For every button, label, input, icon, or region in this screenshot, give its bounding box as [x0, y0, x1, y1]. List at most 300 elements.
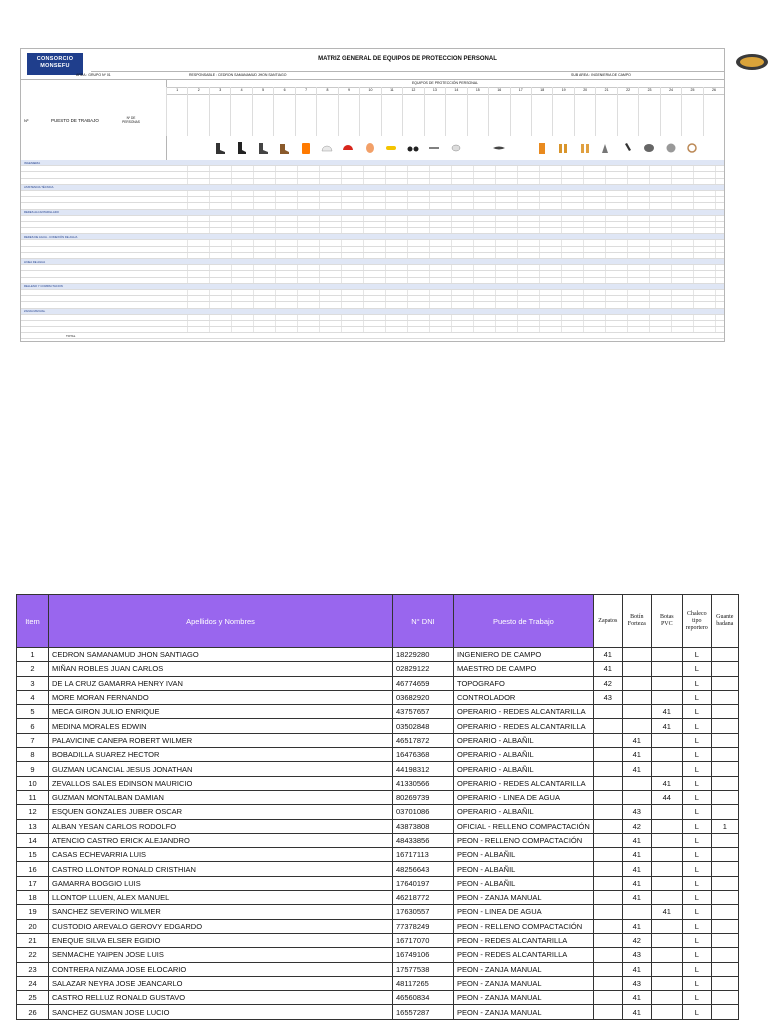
dni-cell: 46774659 [393, 676, 454, 690]
botin-cell: 41 [622, 891, 651, 905]
job-cell: MAESTRO DE CAMPO [454, 662, 594, 676]
matrix-title-row [91, 49, 724, 72]
item-cell: 13 [17, 819, 49, 833]
botas-cell: 41 [651, 705, 682, 719]
botas-cell [651, 862, 682, 876]
name-cell: MORE MORAN FERNANDO [49, 690, 393, 704]
column-number: 10 [359, 87, 380, 94]
botas-cell [651, 876, 682, 890]
job-cell: OPERARIO - ALBAÑIL [454, 762, 594, 776]
matrix-row-cells [166, 321, 724, 326]
dni-cell: 16557287 [393, 1005, 454, 1019]
table-row [17, 1005, 739, 1019]
dni-cell: 77378249 [393, 919, 454, 933]
red-helmet-icon [338, 136, 359, 160]
chaleco-cell: L [682, 805, 711, 819]
gloves-icon [552, 136, 573, 160]
name-cell: SANCHEZ SEVERINO WILMER [49, 905, 393, 919]
job-cell: OPERARIO - ALBAÑIL [454, 748, 594, 762]
dni-cell: 43757657 [393, 705, 454, 719]
column-name-cell [273, 94, 294, 136]
item-cell: 12 [17, 805, 49, 819]
chaleco-cell: L [682, 648, 711, 662]
column-number: 20 [574, 87, 595, 94]
boot-icon [230, 136, 251, 160]
column-number: 19 [552, 87, 573, 94]
zapatos-cell: 41 [593, 662, 622, 676]
item-cell: 16 [17, 862, 49, 876]
harness-icon [681, 136, 702, 160]
botas-cell [651, 919, 682, 933]
dni-cell: 41330566 [393, 776, 454, 790]
guante-cell [711, 733, 738, 747]
item-cell: 24 [17, 976, 49, 990]
zapatos-cell [593, 833, 622, 847]
matrix-row-cells [166, 203, 724, 208]
item-cell: 23 [17, 962, 49, 976]
job-cell: PEON - RELLENO COMPACTACIÓN [454, 919, 594, 933]
table-row [17, 705, 739, 719]
chaleco-cell: L [682, 833, 711, 847]
respirator-icon [638, 136, 659, 160]
zapatos-cell: 42 [593, 676, 622, 690]
job-cell: PEON - ALBAÑIL [454, 862, 594, 876]
visor-icon [488, 136, 509, 160]
section-label: INGENIERIA [24, 160, 41, 165]
column-number: 16 [488, 87, 509, 94]
dni-cell: 46517872 [393, 733, 454, 747]
blank-icon-cell [166, 136, 187, 160]
item-cell: 22 [17, 948, 49, 962]
zapatos-cell [593, 933, 622, 947]
item-cell: 7 [17, 733, 49, 747]
column-name-cell [510, 94, 531, 136]
botas-cell [651, 662, 682, 676]
dni-header: N° DNI [393, 595, 454, 648]
botin-cell: 41 [622, 991, 651, 1005]
guante-cell [711, 805, 738, 819]
column-number: 14 [445, 87, 466, 94]
name-cell: SENMACHE YAIPEN JOSE LUIS [49, 948, 393, 962]
botas-cell [651, 991, 682, 1005]
zapatos-cell [593, 805, 622, 819]
botin-cell [622, 648, 651, 662]
table-row [17, 919, 739, 933]
dni-cell: 48433856 [393, 833, 454, 847]
column-number: 8 [316, 87, 337, 94]
apron-icon [531, 136, 552, 160]
name-cell: MEDINA MORALES EDWIN [49, 719, 393, 733]
name-cell: ENEQUE SILVA ELSER EGIDIO [49, 933, 393, 947]
guante-cell [711, 833, 738, 847]
job-cell: PEON - ZANJA MANUAL [454, 991, 594, 1005]
zapatos-cell [593, 819, 622, 833]
guante-cell: 1 [711, 819, 738, 833]
matrix-row-cells [166, 290, 724, 295]
zapatos-cell [593, 848, 622, 862]
matrix-total-row [21, 333, 724, 339]
matrix-row-cells [166, 197, 724, 202]
name-cell: CASTRO LLONTOP RONALD CRISTHIAN [49, 862, 393, 876]
name-cell: SALAZAR NEYRA JOSE JEANCARLO [49, 976, 393, 990]
column-name-cell [681, 94, 702, 136]
botin-cell: 41 [622, 762, 651, 776]
job-cell: PEON - LINEA DE AGUA [454, 905, 594, 919]
sub-area-label: SUB AREA : INGENIERIA DE CAMPO [571, 73, 631, 77]
botin-cell [622, 905, 651, 919]
job-cell: INGENIERO DE CAMPO [454, 648, 594, 662]
column-name-cell [230, 94, 251, 136]
table-row [17, 719, 739, 733]
zapatos-cell [593, 905, 622, 919]
glove-black-icon [617, 136, 638, 160]
matrix-row-cells [166, 179, 724, 184]
matrix-row-cells [166, 296, 724, 301]
botas-cell: 41 [651, 719, 682, 733]
column-number: 9 [338, 87, 359, 94]
name-cell: MECA GIRON JULIO ENRIQUE [49, 705, 393, 719]
column-number: 4 [230, 87, 251, 94]
zapatos-cell [593, 991, 622, 1005]
job-cell: OPERARIO - REDES ALCANTARILLA [454, 719, 594, 733]
botin-cell [622, 776, 651, 790]
column-number: 23 [638, 87, 659, 94]
job-cell: PEON - ZANJA MANUAL [454, 1005, 594, 1019]
item-cell: 19 [17, 905, 49, 919]
column-number: 24 [660, 87, 681, 94]
column-name-cell [531, 94, 552, 136]
name-cell: CASAS ECHEVARRIA LUIS [49, 848, 393, 862]
botin-cell [622, 662, 651, 676]
name-cell: CEDRON SAMANAMUD JHON SANTIAGO [49, 648, 393, 662]
table-row [17, 748, 739, 762]
chaleco-cell: L [682, 748, 711, 762]
dni-cell: 18229280 [393, 648, 454, 662]
dni-cell: 48256643 [393, 862, 454, 876]
column-name-cell [381, 94, 402, 136]
responsable-label: RESPONSABLE : CEDRON SAMANAMUD JHON SANTIAGO [189, 73, 287, 77]
column-number: 6 [273, 87, 294, 94]
guante-header: Guante badana [711, 595, 738, 648]
name-cell: GUZMAN UCANCIAL JESUS JONATHAN [49, 762, 393, 776]
item-cell: 2 [17, 662, 49, 676]
item-cell: 9 [17, 762, 49, 776]
guante-cell [711, 991, 738, 1005]
dni-cell: 17640197 [393, 876, 454, 890]
guante-cell [711, 1005, 738, 1019]
column-number: 21 [595, 87, 616, 94]
dni-cell: 46560834 [393, 991, 454, 1005]
name-cell: GAMARRA BOGGIO LUIS [49, 876, 393, 890]
botas-cell [651, 891, 682, 905]
zapatos-cell [593, 762, 622, 776]
name-cell: ALBAN YESAN CARLOS RODOLFO [49, 819, 393, 833]
guante-cell [711, 648, 738, 662]
gloves-icon [574, 136, 595, 160]
column-number: 12 [402, 87, 423, 94]
item-cell: 21 [17, 933, 49, 947]
job-cell: PEON - ALBAÑIL [454, 848, 594, 862]
matrix-row-cells [166, 315, 724, 320]
name-cell: ZEVALLOS SALES EDINSON MAURICIO [49, 776, 393, 790]
column-number: 22 [617, 87, 638, 94]
section-label: LINEA DE AGUA [24, 259, 46, 264]
chaleco-cell: L [682, 776, 711, 790]
item-cell: 18 [17, 891, 49, 905]
botas-cell [651, 648, 682, 662]
item-cell: 3 [17, 676, 49, 690]
column-name-cell [595, 94, 616, 136]
column-name-cell [424, 94, 445, 136]
chaleco-cell: L [682, 790, 711, 804]
guante-cell [711, 705, 738, 719]
zapatos-cell [593, 976, 622, 990]
column-number: 25 [681, 87, 702, 94]
botin-cell: 43 [622, 805, 651, 819]
chaleco-cell: L [682, 848, 711, 862]
column-number: 15 [467, 87, 488, 94]
roster-header-row [17, 595, 739, 648]
job-cell: OPERARIO - REDES ALCANTARILLA [454, 776, 594, 790]
chaleco-cell: L [682, 676, 711, 690]
guante-cell [711, 876, 738, 890]
botas-cell [651, 762, 682, 776]
botin-cell: 41 [622, 919, 651, 933]
table-row [17, 862, 739, 876]
botin-cell: 41 [622, 876, 651, 890]
matrix-row-cells [166, 271, 724, 276]
botin-cell: 41 [622, 862, 651, 876]
table-row [17, 976, 739, 990]
blank-icon-cell [510, 136, 531, 160]
column-number: 2 [187, 87, 208, 94]
zapatos-cell [593, 790, 622, 804]
zapatos-cell [593, 705, 622, 719]
matrix-row-cells [166, 302, 724, 307]
table-row [17, 790, 739, 804]
chaleco-cell: L [682, 948, 711, 962]
guante-cell [711, 933, 738, 947]
job-cell: OPERARIO - LINEA DE AGUA [454, 790, 594, 804]
item-cell: 15 [17, 848, 49, 862]
chaleco-cell: L [682, 991, 711, 1005]
job-cell: PEON - REDES ALCANTARILLA [454, 933, 594, 947]
guante-cell [711, 748, 738, 762]
company-logo-right [732, 52, 768, 74]
chaleco-cell: L [682, 1005, 711, 1019]
zapatos-cell [593, 876, 622, 890]
botin-cell: 41 [622, 748, 651, 762]
column-name-cell [316, 94, 337, 136]
guante-cell [711, 690, 738, 704]
boot-icon [209, 136, 230, 160]
item-cell: 6 [17, 719, 49, 733]
gloves-icon [595, 136, 616, 160]
dni-cell: 17630557 [393, 905, 454, 919]
epp-icon-strip [166, 136, 724, 161]
column-name-cell [252, 94, 273, 136]
guante-cell [711, 948, 738, 962]
job-cell: OPERARIO - REDES ALCANTARILLA [454, 705, 594, 719]
column-name-cell [295, 94, 316, 136]
job-cell: PEON - ZANJA MANUAL [454, 962, 594, 976]
botas-cell [651, 819, 682, 833]
name-cell: LLONTOP LLUEN, ALEX MANUEL [49, 891, 393, 905]
zapatos-cell [593, 1005, 622, 1019]
column-number: 7 [295, 87, 316, 94]
botas-cell [651, 848, 682, 862]
name-header: Apellidos y Nombres [49, 595, 393, 648]
dni-cell: 16749106 [393, 948, 454, 962]
zapatos-cell [593, 719, 622, 733]
name-cell: CONTRERA NIZAMA JOSE ELOCARIO [49, 962, 393, 976]
guante-cell [711, 790, 738, 804]
personnel-roster-table [16, 594, 739, 1020]
guante-cell [711, 962, 738, 976]
matrix-info-row [21, 72, 724, 80]
chaleco-cell: L [682, 705, 711, 719]
matrix-row-cells [166, 247, 724, 252]
col-puesto-header: PUESTO DE TRABAJO [51, 118, 99, 123]
chaleco-cell: L [682, 933, 711, 947]
botas-cell [651, 948, 682, 962]
botin-cell: 42 [622, 933, 651, 947]
dni-cell: 17577538 [393, 962, 454, 976]
botin-cell: 41 [622, 962, 651, 976]
chaleco-cell: L [682, 976, 711, 990]
table-row [17, 948, 739, 962]
table-row [17, 648, 739, 662]
chaleco-cell: L [682, 876, 711, 890]
table-row [17, 676, 739, 690]
guante-cell [711, 762, 738, 776]
botin-cell [622, 705, 651, 719]
column-name-cell [402, 94, 423, 136]
dni-cell: 80269739 [393, 790, 454, 804]
table-row [17, 991, 739, 1005]
job-cell: OPERARIO - ALBAÑIL [454, 805, 594, 819]
name-cell: BOBADILLA SUAREZ HECTOR [49, 748, 393, 762]
column-name-cell [638, 94, 659, 136]
botas-cell [651, 933, 682, 947]
vest-icon [295, 136, 316, 160]
name-cell: MIÑAN ROBLES JUAN CARLOS [49, 662, 393, 676]
job-cell: OPERARIO - ALBAÑIL [454, 733, 594, 747]
table-row [17, 662, 739, 676]
dni-cell: 46218772 [393, 891, 454, 905]
section-label: REDES ALCANTARILLADO [24, 210, 59, 214]
dni-cell: 02829122 [393, 662, 454, 676]
name-cell: ATENCIO CASTRO ERICK ALEJANDRO [49, 833, 393, 847]
name-cell: PALAVICINE CANEPA ROBERT WILMER [49, 733, 393, 747]
name-cell: GUZMAN MONTALBAN DAMIAN [49, 790, 393, 804]
name-cell: CUSTODIO AREVALO GEROVY EDGARDO [49, 919, 393, 933]
name-cell: CASTRO RELLUZ RONALD GUSTAVO [49, 991, 393, 1005]
guante-cell [711, 776, 738, 790]
column-name-cell [552, 94, 573, 136]
chaleco-cell: L [682, 762, 711, 776]
job-cell: PEON - ZANJA MANUAL [454, 976, 594, 990]
table-row [17, 933, 739, 947]
item-cell: 20 [17, 919, 49, 933]
matrix-row-cells [166, 253, 724, 258]
boot-icon [252, 136, 273, 160]
blank-icon-cell [187, 136, 208, 160]
column-name-cell [488, 94, 509, 136]
botas-header: Botas PVC [651, 595, 682, 648]
dni-cell: 16717070 [393, 933, 454, 947]
section-label: RELLENO Y COMPACTACION [24, 284, 63, 289]
item-cell: 17 [17, 876, 49, 890]
column-name-cell [574, 94, 595, 136]
matrix-row-cells [166, 222, 724, 227]
dni-cell: 16717113 [393, 848, 454, 862]
matrix-row-cells [166, 172, 724, 177]
table-row [17, 962, 739, 976]
table-row [17, 819, 739, 833]
zapatos-cell: 41 [593, 648, 622, 662]
item-cell: 5 [17, 705, 49, 719]
col-personas-header: Nº DE PERSONAS [122, 116, 140, 124]
chaleco-cell: L [682, 962, 711, 976]
section-label: ASISTENCIA TÉCNICA [24, 185, 54, 190]
table-row [17, 690, 739, 704]
matrix-left-header [21, 80, 167, 161]
botas-cell: 41 [651, 776, 682, 790]
column-number: 5 [252, 87, 273, 94]
matrix-row-cells [166, 278, 724, 283]
chaleco-cell: L [682, 905, 711, 919]
item-cell: 4 [17, 690, 49, 704]
item-cell: 10 [17, 776, 49, 790]
matrix-rows [21, 160, 724, 339]
chaleco-cell: L [682, 662, 711, 676]
botin-cell [622, 790, 651, 804]
botin-cell: 42 [622, 819, 651, 833]
chaleco-cell: L [682, 733, 711, 747]
job-cell: OFICIAL - RELLENO COMPACTACIÓN [454, 819, 594, 833]
botin-header: Botín Forteza [622, 595, 651, 648]
zapatos-cell [593, 919, 622, 933]
table-row [17, 876, 739, 890]
matrix-row-cells [166, 228, 724, 233]
column-name-cell [703, 94, 724, 136]
zapatos-cell [593, 962, 622, 976]
boot-icon [273, 136, 294, 160]
chaleco-cell: L [682, 690, 711, 704]
glasses-icon [424, 136, 445, 160]
column-number: 18 [531, 87, 552, 94]
column-number: 17 [510, 87, 531, 94]
consorcio-logo: CONSORCIO MONSEFU [27, 53, 83, 75]
table-row [17, 776, 739, 790]
guante-cell [711, 719, 738, 733]
job-cell: TOPOGRAFO [454, 676, 594, 690]
epp-matrix-sheet [20, 48, 725, 342]
item-header: Item [17, 595, 49, 648]
dni-cell: 03701086 [393, 805, 454, 819]
zapatos-cell [593, 733, 622, 747]
table-row [17, 905, 739, 919]
column-name-cell [338, 94, 359, 136]
chaleco-cell: L [682, 819, 711, 833]
job-cell: PEON - ALBAÑIL [454, 876, 594, 890]
chaleco-cell: L [682, 719, 711, 733]
earmuff-icon [402, 136, 423, 160]
botin-cell: 43 [622, 948, 651, 962]
guante-cell [711, 662, 738, 676]
column-number: 1 [166, 87, 187, 94]
